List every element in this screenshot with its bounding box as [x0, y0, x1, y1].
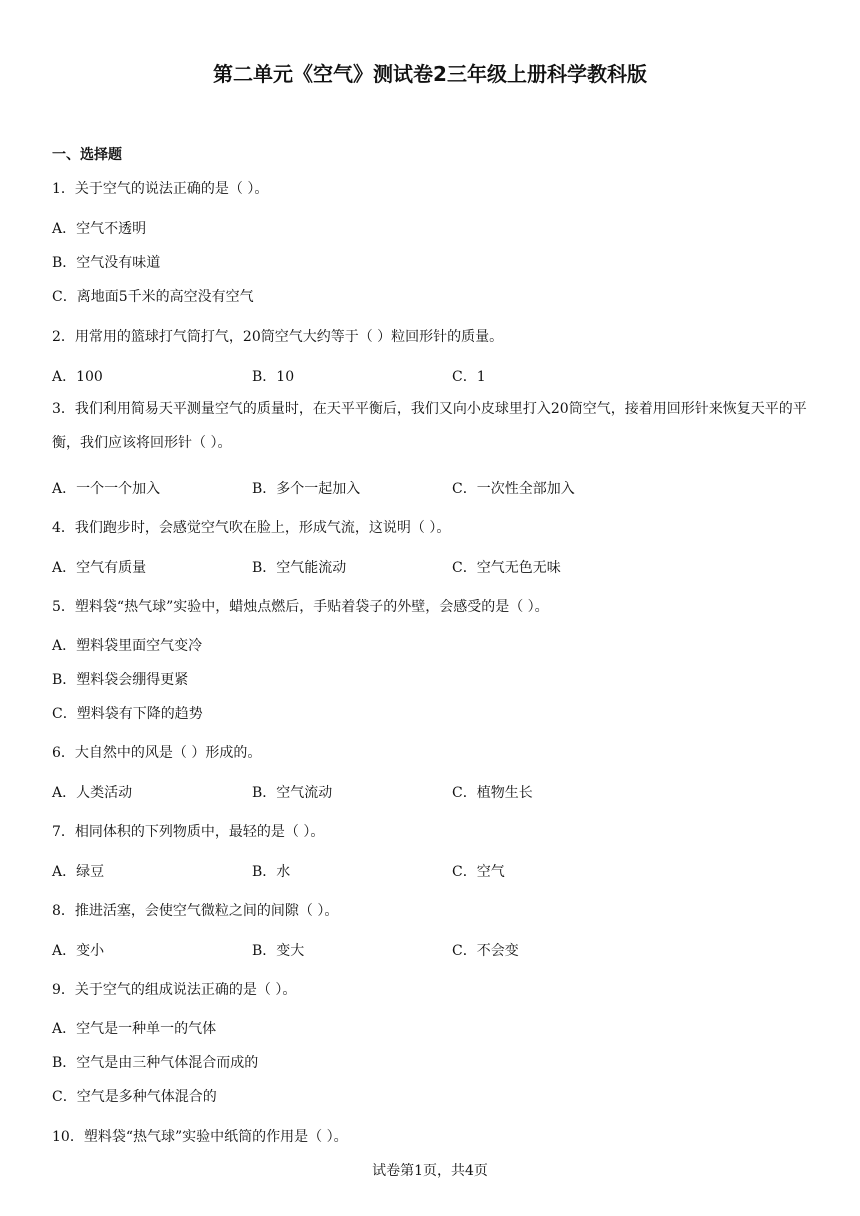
option-9a: A．空气是一种单一的气体	[52, 1021, 217, 1037]
option-4a: A．空气有质量	[52, 560, 147, 576]
option-4b: B．空气能流动	[252, 560, 347, 576]
option-5c: C．塑料袋有下降的趋势	[52, 706, 203, 722]
question-3: 3．我们利用简易天平测量空气的质量时，在天平平衡后，我们又向小皮球里打入20筒空气，接着用回形针来恢复天平的平衡，我们应该将回形针（ ）。	[52, 401, 807, 451]
option-7a: A．绿豆	[52, 864, 105, 880]
page-title: 第二单元《空气》测试卷2三年级上册科学教科版	[213, 62, 647, 86]
option-1a: A．空气不透明	[52, 221, 147, 237]
option-3c: C．一次性全部加入	[452, 481, 575, 497]
option-8c: C．不会变	[452, 943, 519, 959]
option-9b: B．空气是由三种气体混合而成的	[52, 1055, 259, 1071]
option-8a: A．变小	[52, 943, 105, 959]
option-7c: C．空气	[452, 864, 505, 880]
question-4: 4．我们跑步时，会感觉空气吹在脸上，形成气流，这说明（ ）。	[52, 520, 451, 536]
section-heading: 一、选择题	[52, 147, 122, 163]
option-1c: C．离地面5千米的高空没有空气	[52, 289, 254, 305]
option-8b: B．变大	[252, 943, 305, 959]
option-3a: A．一个一个加入	[52, 481, 161, 497]
option-6b: B．空气流动	[252, 785, 333, 801]
option-7b: B．水	[252, 864, 291, 880]
option-9c: C．空气是多种气体混合的	[52, 1089, 217, 1105]
option-6c: C．植物生长	[452, 785, 533, 801]
question-8: 8．推进活塞，会使空气微粒之间的间隙（ ）。	[52, 903, 339, 919]
option-2b: B．10	[252, 369, 295, 385]
option-3b: B．多个一起加入	[252, 481, 361, 497]
option-6a: A．人类活动	[52, 785, 133, 801]
option-5b: B．塑料袋会绷得更紧	[52, 672, 189, 688]
question-10: 10．塑料袋“热气球”实验中纸筒的作用是（ ）。	[52, 1129, 348, 1145]
option-1b: B．空气没有味道	[52, 255, 161, 271]
question-2: 2．用常用的篮球打气筒打气，20筒空气大约等于（ ）粒回形针的质量。	[52, 329, 504, 345]
question-7: 7．相同体积的下列物质中，最轻的是（ ）。	[52, 824, 325, 840]
page-footer: 试卷第1页，共4页	[372, 1163, 488, 1179]
option-2a: A．100	[52, 369, 103, 385]
option-4c: C．空气无色无味	[452, 560, 561, 576]
question-5: 5．塑料袋“热气球”实验中，蜡烛点燃后，手贴着袋子的外壁，会感受的是（ ）。	[52, 599, 549, 615]
question-1: 1．关于空气的说法正确的是（ ）。	[52, 181, 269, 197]
option-2c: C．1	[452, 369, 486, 385]
question-9: 9．关于空气的组成说法正确的是（ ）。	[52, 982, 297, 998]
question-6: 6．大自然中的风是（ ）形成的。	[52, 745, 262, 761]
option-5a: A．塑料袋里面空气变冷	[52, 638, 203, 654]
